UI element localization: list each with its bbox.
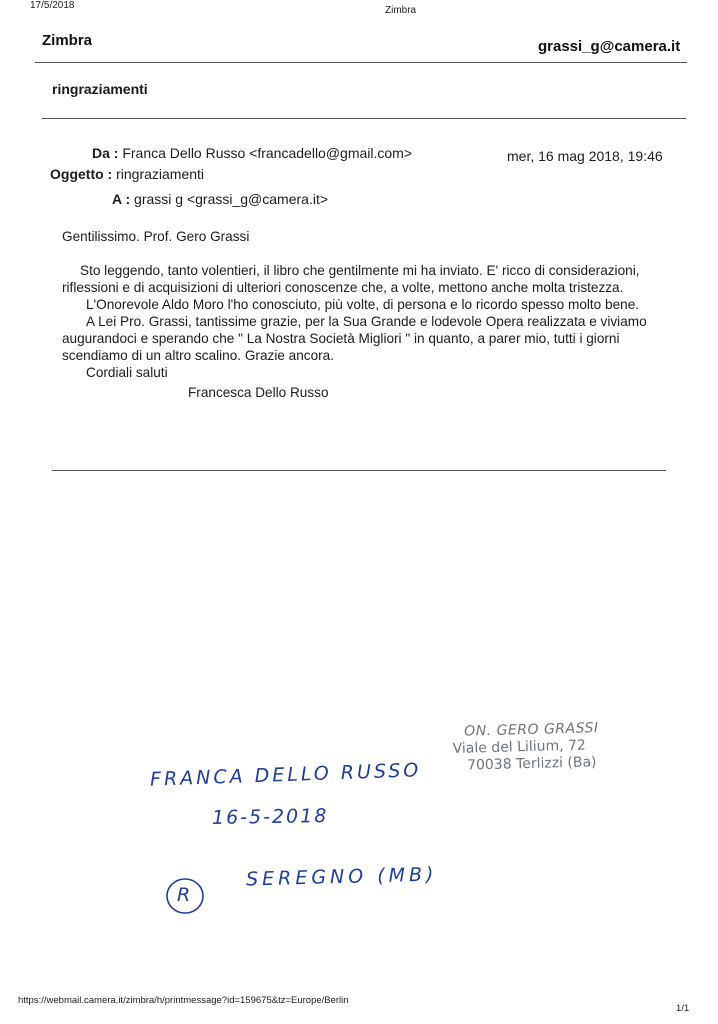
app-name: Zimbra — [42, 32, 93, 49]
to-value: grassi g <grassi_g@camera.it> — [134, 191, 329, 207]
print-title: Zimbra — [385, 5, 417, 16]
body-divider — [52, 470, 666, 471]
handwritten-date: 16-5-2018 — [211, 804, 329, 830]
message-date: mer, 16 mag 2018, 19:46 — [507, 148, 663, 164]
stamp-name: ON. GERO GRASSI — [463, 720, 599, 740]
to-row — [112, 191, 328, 207]
circle-letter: R — [177, 884, 191, 906]
closing: Cordiali saluti — [86, 365, 168, 380]
from-row — [92, 145, 412, 161]
body-paragraph: Sto leggendo, tanto volentieri, il libro che gentilmente mi ha inviato. E' ricco di considerazioni, riflessioni e di acquisizioni di ulteriori conoscenze che, a volte, mettono anche molta tristezza. — [62, 263, 640, 295]
subject-divider — [42, 118, 686, 119]
body-paragraph: L'Onorevole Aldo Moro l'ho conosciuto, più volte, di persona e lo ricordo spesso molto bene. — [86, 297, 640, 312]
signature: Francesca Dello Russo — [188, 385, 329, 400]
subject-value: ringraziamenti — [116, 166, 205, 182]
top-divider — [35, 62, 687, 63]
footer-url: https://webmail.camera.it/zimbra/h/printmessage?id=159675&tz=Europe/Berlin — [18, 995, 349, 1006]
from-label: Da : — [92, 145, 119, 161]
from-value: Franca Dello Russo <francadello@gmail.com> — [122, 145, 413, 161]
message-subject-title: ringraziamenti — [52, 81, 148, 97]
handwritten-circle-mark — [164, 876, 206, 916]
subject-label: Oggetto : — [50, 166, 113, 182]
greeting: Gentilissimo. Prof. Gero Grassi — [62, 229, 250, 244]
subject-row — [50, 166, 204, 182]
body-paragraph: A Lei Pro. Grassi, tantissime grazie, per la Sua Grande e lodevole Opera realizzata e viviamo augurandoci e sperando che " La Nostra Società Migliori " in quanto, a parer mio, tutti i giorni scendiamo di un altro scalino. Grazie ancora. — [62, 314, 647, 363]
address-stamp — [452, 720, 600, 775]
print-date: 17/5/2018 — [30, 0, 75, 11]
account-email: grassi_g@camera.it — [538, 38, 681, 55]
stamp-street: Viale del Lilium, 72 — [452, 737, 587, 757]
message-body — [62, 228, 672, 401]
handwritten-name: FRANCA DELLO RUSSO — [149, 759, 422, 791]
footer-page-number: 1/1 — [676, 1003, 690, 1014]
handwritten-city: SEREGNO (MB) — [245, 863, 438, 891]
stamp-city: 70038 Terlizzi (Ba) — [466, 754, 597, 774]
to-label: A : — [112, 191, 131, 207]
